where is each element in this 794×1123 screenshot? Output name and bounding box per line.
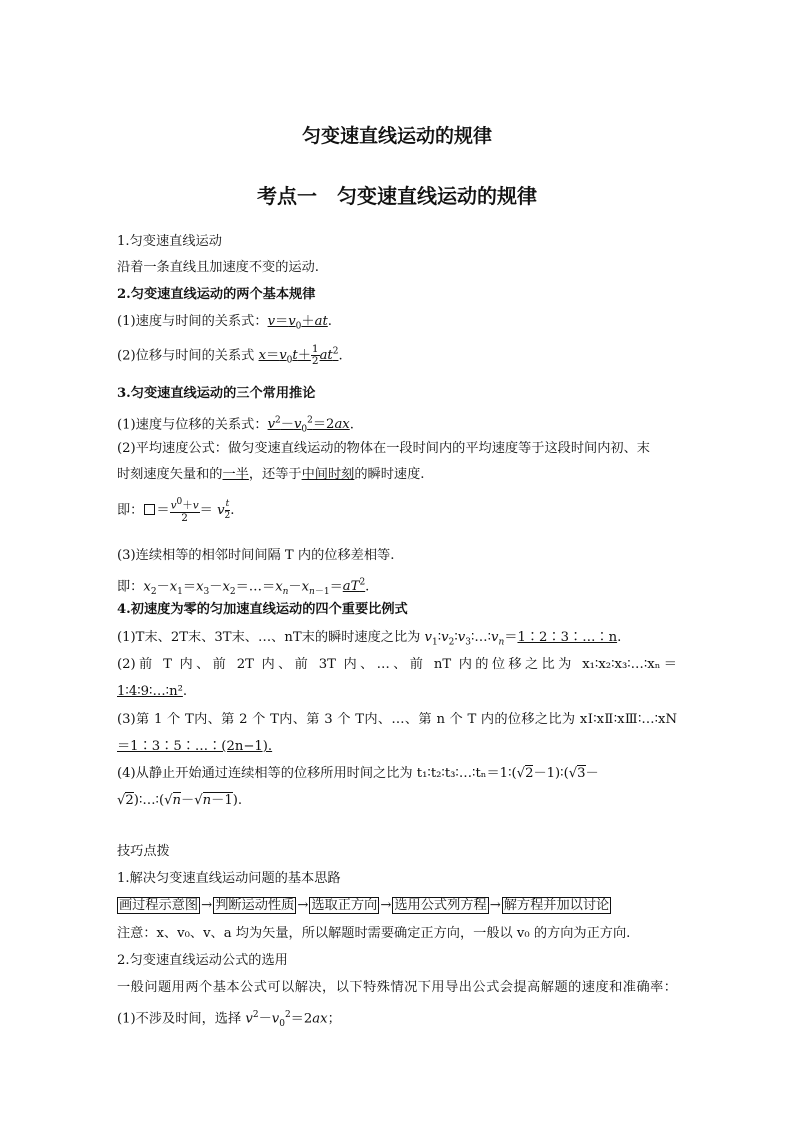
s2-item-1-label: (1)速度与时间的关系式： xyxy=(117,314,268,329)
s2-heading: 2.匀变速直线运动的两个基本规律 xyxy=(117,287,316,302)
arrow-icon: → xyxy=(201,898,213,913)
section-title: 考点一 匀变速直线运动的规律 xyxy=(257,184,537,208)
s4-heading: 4.初速度为零的匀加速直线运动的四个重要比例式 xyxy=(117,602,408,617)
formula-v2: $v^2-v_0^2=2ax$ xyxy=(267,416,350,436)
arrow-icon: → xyxy=(380,898,392,913)
tips-2-text: 一般问题用两个基本公式可以解决，以下特殊情况下用导出公式会提高解题的速度和准确率： xyxy=(117,980,677,995)
s3-item-1: (1)速度与位移的关系式：$v^2-v_0^2=2ax$. xyxy=(117,416,354,436)
s1-text: 沿着一条直线且加速度不变的运动. xyxy=(117,260,320,275)
tips-2-item-1: (1)不涉及时间，选择 $v^2-v_0^2=2ax$； xyxy=(117,1010,341,1030)
solution-flow xyxy=(117,897,611,915)
arrow-icon: → xyxy=(489,898,501,913)
s4-item-2-answer: 1∶4∶9∶…∶n² xyxy=(117,684,183,699)
s4-item-2-line2: 1∶4∶9∶…∶n². xyxy=(117,684,188,699)
formula-x: $x=v_0t+$ $\frac{1}{2}$ $at^2$ xyxy=(258,343,339,368)
s3-item-1-label: (1)速度与位移的关系式： xyxy=(117,417,268,433)
document-title: 匀变速直线运动的规律 xyxy=(301,125,492,147)
text-a: 时刻速度矢量和的 xyxy=(117,467,223,482)
s2-item-2-label: (2)位移与时间的关系式 xyxy=(117,348,259,364)
tips-2-heading: 2.匀变速直线运动公式的选用 xyxy=(117,953,288,968)
tips-2-item-1-label: (1)不涉及时间，选择 xyxy=(117,1011,246,1027)
s4-item-1-label: (1)T末、2T末、3T末、…、nT末的瞬时速度之比为 xyxy=(117,630,425,645)
s2-item-1: (1)速度与时间的关系式：$v=v_0+at$. xyxy=(117,314,332,332)
s4-item-3-answer: ＝1∶3∶5∶…∶(2n−1). xyxy=(117,739,273,754)
s3-item-2-line2 xyxy=(117,466,425,484)
tips-1-heading: 1.解决匀变速直线运动问题的基本思路 xyxy=(117,871,341,886)
tips-heading: 技巧点拨 xyxy=(117,844,170,859)
flow-step-2: 判断运动性质 xyxy=(215,898,295,913)
s4-item-2-line1: (2)前 T 内、前 2T 内、前 3T 内、…、前 nT 内的位移之比为 x₁∶x₂∶x₃∶…∶xₙ＝ xyxy=(117,657,677,672)
mid-time: 中间时刻 xyxy=(301,467,355,482)
s3-heading: 3.匀变速直线运动的三个常用推论 xyxy=(117,386,316,401)
flow-step-4: 选用公式列方程 xyxy=(394,898,487,913)
flow-step-5: 解方程并加以讨论 xyxy=(503,898,610,913)
s4-item-3-line2 xyxy=(117,738,272,756)
s3-item-3: (3)连续相等的相邻时间间隔 T 内的位移差相等. xyxy=(117,548,395,563)
formula-v: $v=v_0+at$ xyxy=(267,314,328,332)
text-c: 的瞬时速度. xyxy=(354,467,425,482)
note: 注意：x、v₀、v、a 均为矢量，所以解题时需要确定正方向，一般以 v₀ 的方向为正方向. xyxy=(117,926,631,941)
arrow-icon: → xyxy=(297,898,309,913)
s3-item-3-formula: 即：$x_2-x_1=x_3-x_2=\dots=x_n-x_{n-1}=aT^2$. xyxy=(117,578,370,598)
s4-item-4-line2: √2)∶…∶(√n－√n－1). xyxy=(117,793,243,808)
text-b: ，还等于 xyxy=(248,467,302,482)
s2-item-2: (2)位移与时间的关系式 $x=v_0t+$ $\frac{1}{2}$ $at^2$. xyxy=(117,343,343,368)
s4-item-4-label: (4)从静止开始通过连续相等的位移所用时间之比为 t₁∶t₂∶t₃∶…∶tₙ＝1∶( xyxy=(117,766,517,781)
ji-label: 即： xyxy=(117,502,144,518)
avg-v-symbol xyxy=(143,503,156,518)
flow-step-1: 画过程示意图 xyxy=(119,898,199,913)
s4-item-4-line1: (4)从静止开始通过连续相等的位移所用时间之比为 t₁∶t₂∶t₃∶…∶tₙ＝1∶(√2－1)∶(√3－ xyxy=(117,766,599,781)
s3-item-2-formula: 即： ＝ $\frac{v^0+v}{2}$ ＝ v $\frac{t}{2}$ . xyxy=(117,497,235,524)
s3-item-2-line1: (2)平均速度公式：做匀变速直线运动的物体在一段时间内的平均速度等于这段时间内初、末 xyxy=(117,441,650,456)
s4-item-1: (1)T末、2T末、3T末、…、nT末的瞬时速度之比为 $v_1∶v_2∶v_3∶\dots∶v_n=1∶2∶3∶\dots∶n$. xyxy=(117,630,622,648)
s1-heading: 1.匀变速直线运动 xyxy=(117,234,222,249)
s4-item-3-line1: (3)第 1 个 T内、第 2 个 T内、第 3 个 T内、…、第 n 个 T 内的位移之比为 xⅠ∶xⅡ∶xⅢ∶…∶xN xyxy=(117,712,677,727)
half: 一半 xyxy=(222,467,249,482)
s4-item-1-answer: 1∶2∶3∶…∶n xyxy=(517,630,618,645)
ji-label-2: 即： xyxy=(117,579,144,595)
flow-step-3: 选取正方向 xyxy=(311,898,378,913)
